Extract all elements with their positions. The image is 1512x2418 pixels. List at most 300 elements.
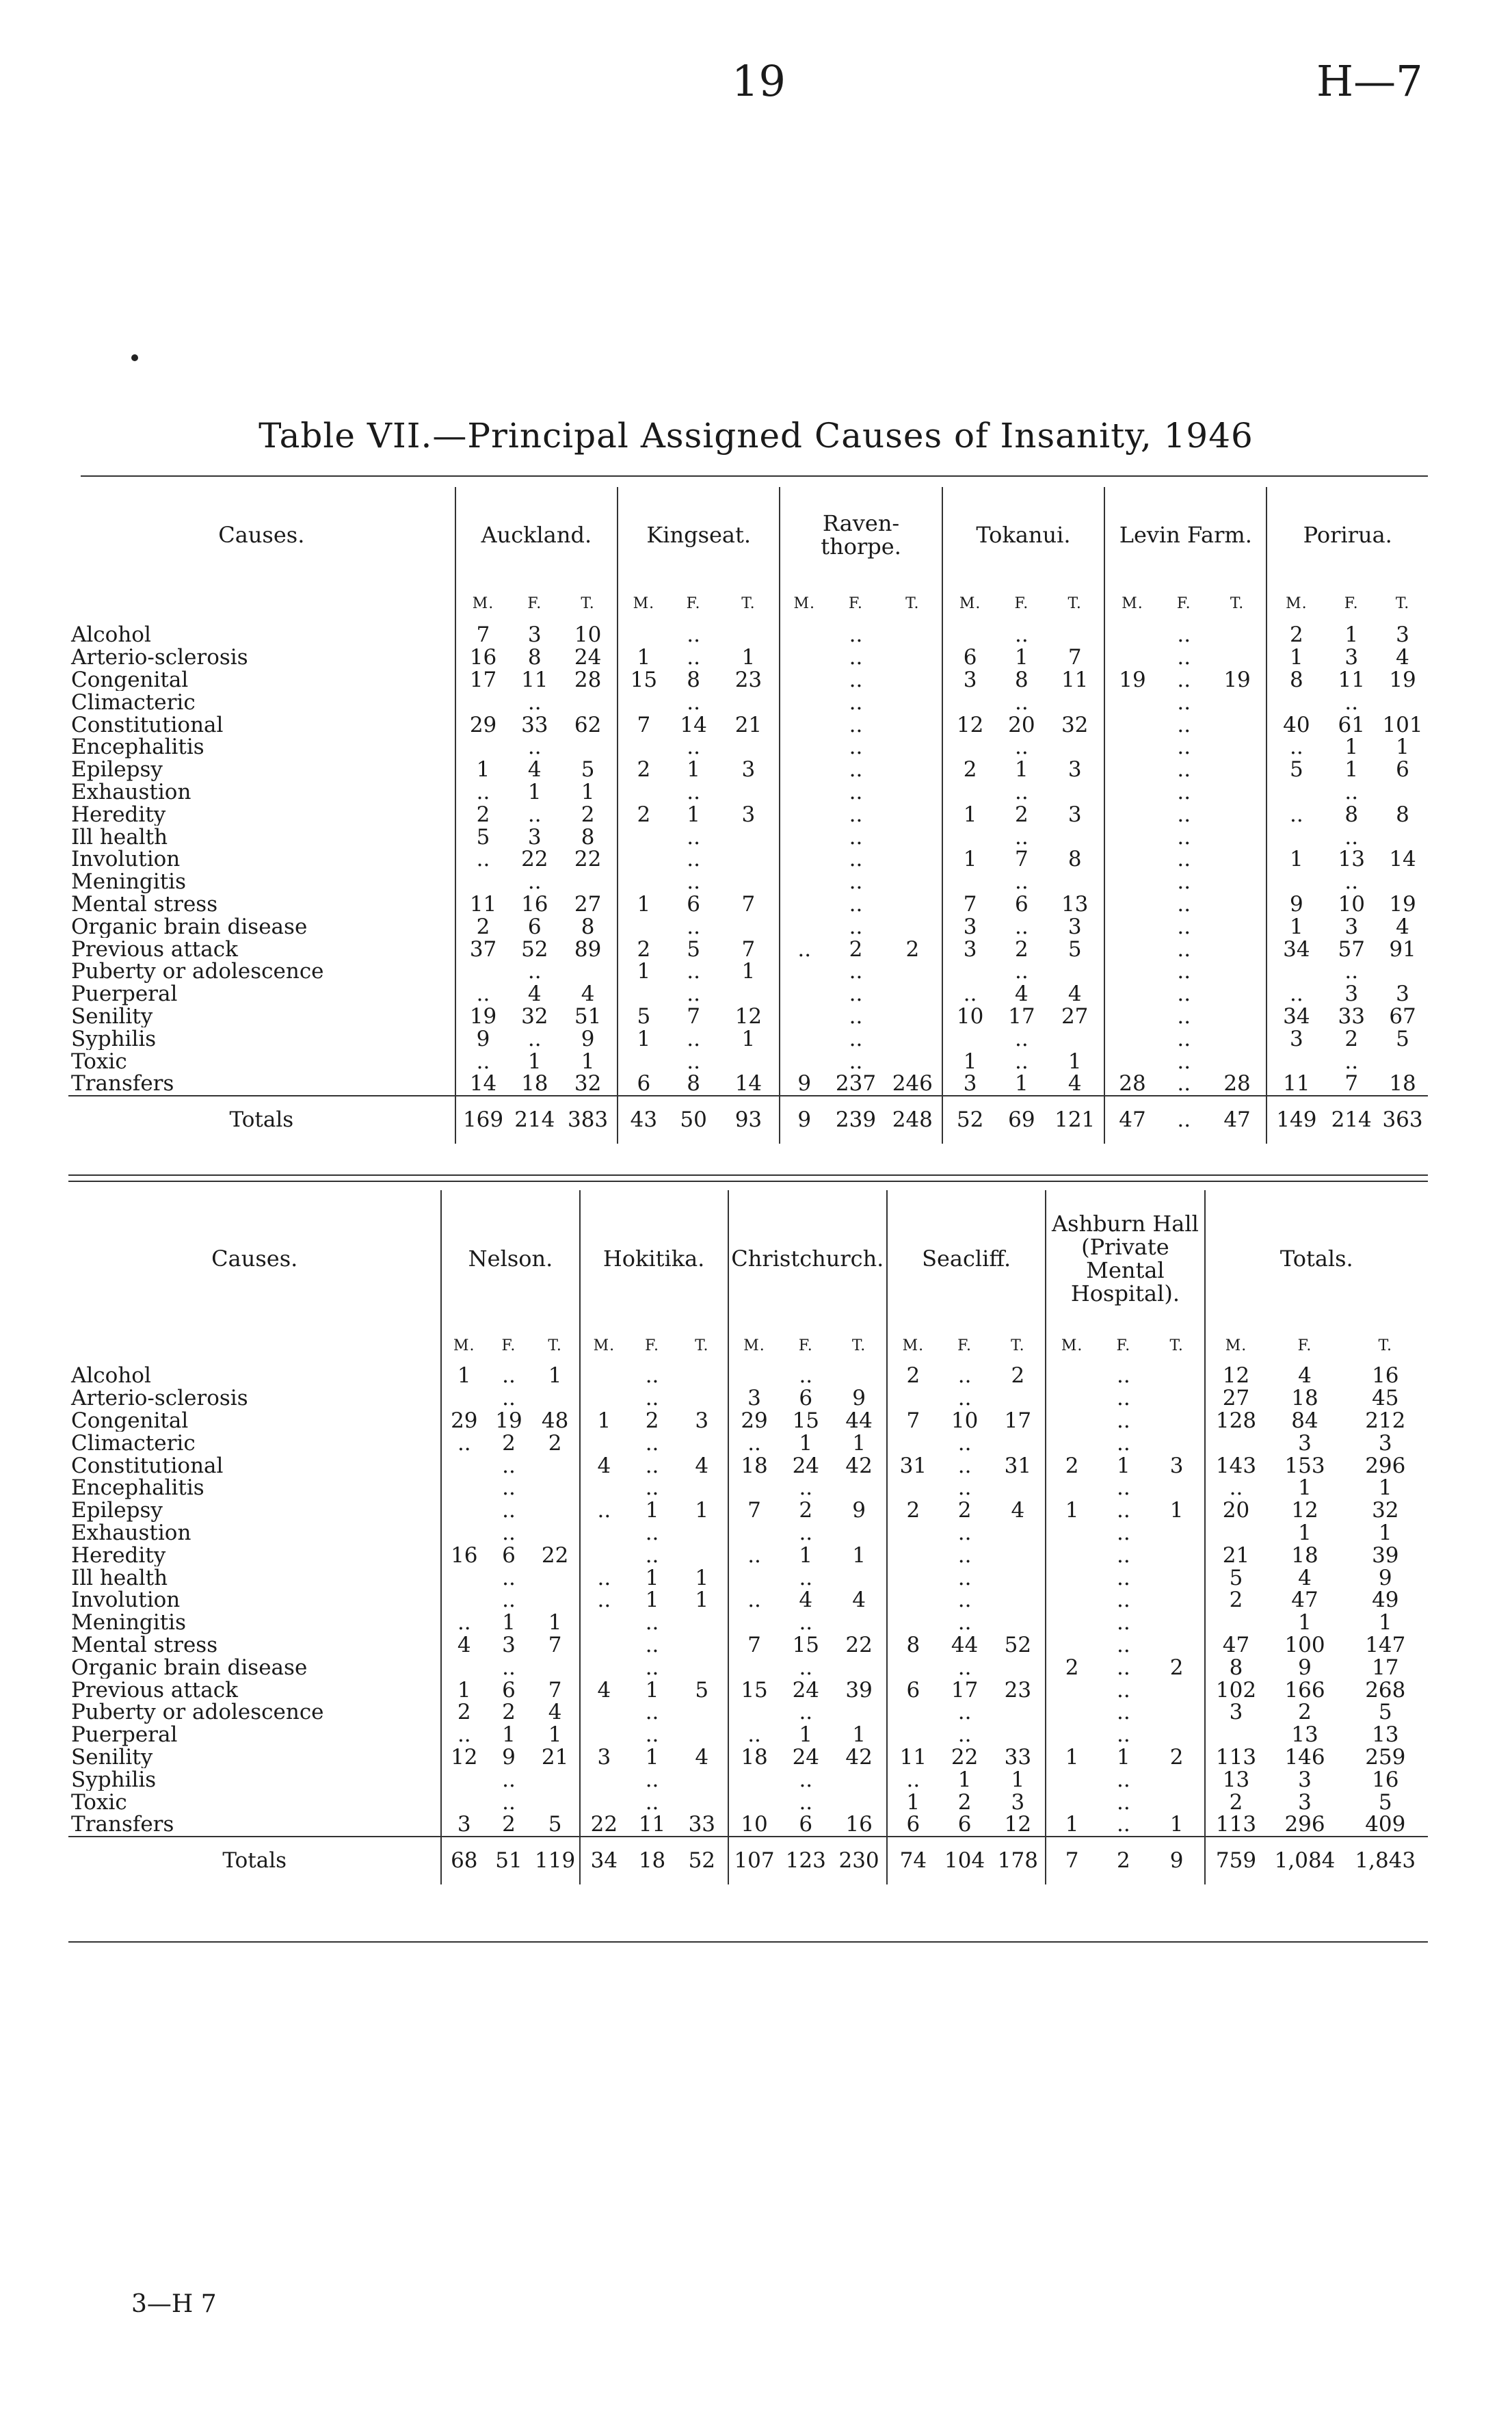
value-cell: 37 [455, 938, 511, 960]
value-cell: .. [502, 1767, 516, 1792]
value-cell: .. [799, 1565, 813, 1590]
value-cell: .. [849, 735, 863, 760]
value-cell: 1 [942, 803, 998, 826]
value-cell [580, 1612, 628, 1634]
value-cell: .. [849, 824, 863, 850]
value-cell: 259 [1365, 1744, 1406, 1770]
value-cell [1046, 691, 1104, 713]
value-cell: .. [645, 1542, 659, 1568]
value-cell [1150, 1634, 1205, 1657]
value-cell [1104, 826, 1160, 848]
value-cell: 1 [741, 959, 756, 984]
value-cell [1205, 1432, 1267, 1454]
value-cell: .. [849, 757, 863, 783]
value-cell [618, 826, 669, 848]
value-cell: 143 [1205, 1454, 1267, 1477]
value-cell [531, 1791, 580, 1813]
value-cell: .. [645, 1722, 659, 1748]
value-cell: 21 [1205, 1544, 1267, 1566]
value-cell: 1 [1344, 735, 1359, 760]
value-cell: 7 [741, 936, 756, 962]
value-cell: 14 [680, 712, 707, 737]
value-cell [1150, 1410, 1205, 1432]
value-cell: .. [502, 1475, 516, 1501]
value-cell: 18 [728, 1454, 780, 1477]
total-cell: 119 [535, 1848, 576, 1874]
value-cell: .. [957, 1722, 972, 1748]
value-cell: 7 [728, 1634, 780, 1657]
cause-label: Ill health [71, 826, 168, 848]
value-cell: .. [527, 959, 542, 984]
value-cell: 7 [887, 1410, 939, 1432]
value-cell: 5 [1205, 1566, 1267, 1589]
value-cell [717, 1050, 780, 1073]
value-cell: .. [1344, 1049, 1359, 1074]
value-cell: 13 [1061, 891, 1089, 917]
value-cell [717, 871, 780, 893]
value-cell [728, 1656, 780, 1679]
value-cell: 3 [1344, 914, 1359, 939]
value-cell [531, 1656, 580, 1679]
value-cell: 13 [1372, 1722, 1399, 1748]
value-cell: 4 [527, 982, 542, 1007]
value-cell: 2 [1344, 1026, 1359, 1051]
value-cell: 34 [1266, 938, 1325, 960]
location-header: Kingseat. [618, 487, 780, 583]
cause-label: Senility [71, 1746, 153, 1769]
value-cell [990, 1656, 1046, 1679]
value-cell [887, 1724, 939, 1746]
value-cell [728, 1701, 780, 1724]
value-cell: 1 [1298, 1475, 1312, 1501]
value-cell: .. [687, 869, 700, 895]
value-cell [728, 1477, 780, 1499]
value-cell: 8 [687, 667, 700, 692]
value-cell [1150, 1701, 1205, 1724]
value-cell [1205, 1522, 1267, 1545]
value-cell: 100 [1284, 1632, 1325, 1657]
value-cell [832, 1791, 887, 1813]
table-title: Table VII.—Principal Assigned Causes of Insanity, 1946 [258, 416, 1254, 456]
value-cell: .. [942, 983, 998, 1006]
value-cell [441, 1791, 486, 1813]
value-cell: 18 [728, 1746, 780, 1769]
value-cell: 9 [780, 1073, 828, 1096]
value-cell [1150, 1387, 1205, 1410]
table-row [68, 736, 1428, 759]
value-cell [1150, 1724, 1205, 1746]
total-cell: 149 [1266, 1096, 1325, 1144]
value-cell: 11 [1061, 667, 1089, 692]
mft-label: F. [957, 1337, 972, 1354]
cause-label: Puberty or adolescence [71, 960, 324, 983]
location-header-row [68, 1190, 1428, 1327]
value-cell: .. [455, 848, 511, 871]
total-cell: 18 [638, 1848, 666, 1874]
value-cell [1208, 759, 1267, 781]
table-row [68, 1566, 1428, 1589]
value-cell: .. [849, 622, 863, 648]
value-cell: 31 [1004, 1453, 1032, 1478]
value-cell: .. [1344, 959, 1359, 984]
cause-label: Mental stress [71, 1633, 218, 1657]
value-cell [780, 646, 828, 669]
value-cell: 1 [1266, 646, 1325, 669]
value-cell: 42 [845, 1744, 873, 1770]
value-cell: 39 [845, 1677, 873, 1703]
value-cell: 2 [887, 1365, 939, 1387]
value-cell [728, 1522, 780, 1545]
table-part-2 [68, 1190, 1428, 1884]
value-cell: 11 [455, 893, 511, 916]
value-cell: 9 [852, 1498, 866, 1523]
value-cell [1150, 1768, 1205, 1791]
value-cell: .. [957, 1565, 972, 1590]
value-cell: 34 [1266, 1006, 1325, 1028]
value-cell [1150, 1566, 1205, 1589]
value-cell: 4 [1067, 1071, 1082, 1096]
value-cell: 1 [645, 1565, 659, 1590]
value-cell: 4 [580, 1454, 628, 1477]
value-cell: 4 [1298, 1565, 1312, 1590]
value-cell [441, 1477, 486, 1499]
value-cell [887, 1522, 939, 1545]
value-cell: 4 [695, 1453, 709, 1478]
value-cell: 1 [527, 1049, 542, 1074]
value-cell [1205, 1724, 1267, 1746]
value-cell [1104, 736, 1160, 759]
value-cell: 1 [645, 1588, 659, 1613]
value-cell: .. [849, 891, 863, 917]
value-cell: 3 [1396, 622, 1409, 648]
location-header: Levin Farm. [1104, 487, 1266, 583]
value-cell: .. [1177, 1049, 1191, 1074]
value-cell: .. [527, 869, 542, 895]
value-cell: 3 [728, 1387, 780, 1410]
table-row [68, 848, 1428, 871]
value-cell: 12 [1205, 1365, 1267, 1387]
value-cell [1046, 1679, 1098, 1701]
value-cell: 1 [942, 1050, 998, 1073]
value-cell [728, 1612, 780, 1634]
value-cell [1208, 713, 1267, 736]
mft-label: F. [1116, 1337, 1131, 1354]
location-header: Totals. [1205, 1190, 1428, 1327]
causes-header: Causes. [211, 1246, 298, 1272]
value-cell [1266, 1050, 1325, 1073]
cause-label: Heredity [71, 803, 166, 826]
value-cell: .. [849, 1026, 863, 1051]
value-cell [884, 736, 942, 759]
value-cell: 4 [1396, 914, 1409, 939]
value-cell: 3 [1298, 1430, 1312, 1456]
value-cell: 44 [845, 1408, 873, 1433]
value-cell: 1 [581, 1049, 595, 1074]
value-cell [884, 960, 942, 983]
value-cell: 2 [502, 1700, 516, 1725]
cause-label: Exhaustion [71, 1521, 191, 1545]
value-cell: 8 [527, 645, 542, 670]
value-cell [780, 1006, 828, 1028]
value-cell [884, 803, 942, 826]
value-cell [942, 871, 998, 893]
value-cell: 10 [728, 1813, 780, 1837]
value-cell [1046, 1701, 1098, 1724]
cause-label: Encephalitis [71, 1476, 204, 1499]
value-cell [717, 736, 780, 759]
total-cell: 43 [618, 1096, 669, 1144]
mft-label: M. [580, 1327, 628, 1365]
value-cell: 1 [1046, 1813, 1098, 1837]
value-cell: 33 [1004, 1744, 1032, 1770]
value-cell [618, 848, 669, 871]
value-cell: 29 [728, 1410, 780, 1432]
value-cell: .. [849, 869, 863, 895]
value-cell: 4 [695, 1744, 709, 1770]
value-cell: 20 [1205, 1499, 1267, 1522]
rule [68, 1941, 1428, 1943]
value-cell [1046, 1791, 1098, 1813]
mft-label: M. [441, 1327, 486, 1365]
value-cell: .. [527, 735, 542, 760]
value-cell [618, 624, 669, 646]
value-cell: 19 [1389, 667, 1416, 692]
value-cell: 62 [574, 712, 602, 737]
stray-mark [131, 354, 138, 361]
value-cell: 10 [951, 1408, 979, 1433]
total-cell: 50 [680, 1107, 707, 1133]
value-cell: 1 [852, 1722, 866, 1748]
value-cell [1208, 871, 1267, 893]
total-cell: 107 [728, 1837, 780, 1884]
value-cell: .. [957, 1700, 972, 1725]
value-cell [717, 781, 780, 804]
value-cell [1208, 960, 1267, 983]
cause-label: Arterio-sclerosis [71, 646, 248, 669]
value-cell: 128 [1205, 1410, 1267, 1432]
value-cell: 8 [1266, 669, 1325, 692]
value-cell: .. [441, 1724, 486, 1746]
value-cell: .. [687, 959, 700, 984]
value-cell [942, 691, 998, 713]
value-cell: 22 [845, 1632, 873, 1657]
value-cell: 3 [1344, 982, 1359, 1007]
cause-label: Constitutional [71, 1454, 224, 1477]
value-cell: 3 [1067, 757, 1082, 783]
value-cell: 6 [527, 914, 542, 939]
totals-row [68, 1837, 1428, 1884]
value-cell: .. [1177, 982, 1191, 1007]
value-cell [832, 1612, 887, 1634]
value-cell: 1 [1011, 1767, 1025, 1792]
value-cell: .. [849, 689, 863, 715]
value-cell: 12 [1004, 1812, 1032, 1837]
table-row [68, 1477, 1428, 1499]
value-cell: .. [645, 1789, 659, 1815]
value-cell: .. [799, 1475, 813, 1501]
value-cell [1150, 1612, 1205, 1634]
value-cell: 28 [1104, 1073, 1160, 1096]
value-cell: 5 [687, 936, 700, 962]
value-cell: 1 [1015, 1071, 1029, 1096]
value-cell: .. [502, 1655, 516, 1680]
value-cell: 5 [1378, 1700, 1392, 1725]
mft-label: T. [548, 1337, 562, 1354]
value-cell: 11 [1266, 1073, 1325, 1096]
cause-label: Congenital [71, 1409, 189, 1432]
value-cell: 2 [618, 759, 669, 781]
mft-label: M. [1266, 583, 1325, 624]
value-cell: .. [455, 1050, 511, 1073]
cause-label: Syphilis [71, 1768, 157, 1791]
value-cell: 12 [734, 1003, 762, 1029]
total-cell: 121 [1055, 1107, 1096, 1133]
value-cell [717, 826, 780, 848]
table-row [68, 1589, 1428, 1612]
value-cell: 6 [887, 1679, 939, 1701]
value-cell [441, 1522, 486, 1545]
value-cell [884, 848, 942, 871]
value-cell: .. [1117, 1565, 1130, 1590]
table-row [68, 1656, 1428, 1679]
value-cell: 2 [581, 802, 595, 827]
value-cell: 6 [957, 1812, 972, 1837]
value-cell: 2 [441, 1701, 486, 1724]
value-cell: 8 [581, 824, 595, 850]
value-cell [580, 1701, 628, 1724]
total-cell: .. [1177, 1107, 1191, 1133]
value-cell: 2 [942, 759, 998, 781]
value-cell [1104, 646, 1160, 669]
value-cell: .. [1177, 712, 1191, 737]
value-cell [1104, 624, 1160, 646]
value-cell [531, 1387, 580, 1410]
value-cell: 2 [455, 803, 511, 826]
value-cell: .. [502, 1363, 516, 1389]
value-cell: 1 [581, 779, 595, 804]
value-cell: .. [1177, 824, 1191, 850]
value-cell: .. [799, 1610, 813, 1635]
value-cell [1046, 826, 1104, 848]
value-cell: 2 [1015, 936, 1029, 962]
table-part-1 [68, 487, 1428, 1144]
table-row [68, 691, 1428, 713]
value-cell: 17 [1372, 1655, 1399, 1680]
value-cell: .. [1117, 1386, 1130, 1411]
value-cell [1104, 1027, 1160, 1050]
value-cell: 3 [1067, 802, 1082, 827]
total-cell: 7 [1046, 1837, 1098, 1884]
mft-label: F. [1014, 594, 1029, 612]
value-cell: 1 [1067, 1049, 1082, 1074]
value-cell [1150, 1522, 1205, 1545]
value-cell [780, 848, 828, 871]
table-row [68, 1544, 1428, 1566]
value-cell: 19 [495, 1408, 522, 1433]
value-cell [990, 1701, 1046, 1724]
value-cell: 11 [887, 1746, 939, 1769]
mft-label: M. [780, 583, 828, 624]
value-cell [1104, 848, 1160, 871]
value-cell: 52 [1004, 1632, 1032, 1657]
value-cell [780, 803, 828, 826]
value-cell [1104, 960, 1160, 983]
value-cell: 32 [1061, 712, 1089, 737]
value-cell [559, 691, 618, 713]
value-cell: 19 [1104, 669, 1160, 692]
value-cell [884, 759, 942, 781]
table-row [68, 938, 1428, 960]
value-cell: 3 [942, 915, 998, 938]
value-cell [717, 915, 780, 938]
value-cell: .. [1177, 1003, 1191, 1029]
value-cell [618, 1050, 669, 1073]
value-cell [1046, 1432, 1098, 1454]
cause-label: Ill health [71, 1566, 168, 1589]
value-cell [1205, 1612, 1267, 1634]
value-cell: 1 [1378, 1520, 1392, 1545]
value-cell: 4 [1015, 982, 1029, 1007]
value-cell: 212 [1365, 1408, 1406, 1433]
value-cell: 8 [887, 1634, 939, 1657]
value-cell [455, 691, 511, 713]
value-cell: 52 [521, 936, 548, 962]
value-cell: .. [441, 1432, 486, 1454]
value-cell: 1 [1298, 1520, 1312, 1545]
mft-label: F. [849, 594, 863, 612]
value-cell [990, 1387, 1046, 1410]
value-cell: 1 [852, 1542, 866, 1568]
total-cell: 239 [835, 1107, 877, 1133]
value-cell: 1 [799, 1542, 813, 1568]
value-cell: .. [687, 645, 700, 670]
value-cell [884, 915, 942, 938]
cause-label: Puberty or adolescence [71, 1700, 324, 1724]
value-cell: .. [1344, 779, 1359, 804]
value-cell: 15 [618, 669, 669, 692]
value-cell: 2 [1298, 1700, 1312, 1725]
value-cell [887, 1589, 939, 1612]
value-cell [580, 1634, 628, 1657]
value-cell [780, 960, 828, 983]
totals-label: Totals [222, 1848, 287, 1874]
value-cell [676, 1544, 728, 1566]
value-cell: 1 [455, 759, 511, 781]
value-cell: .. [1177, 802, 1191, 827]
value-cell [1266, 826, 1325, 848]
value-cell: .. [502, 1520, 516, 1545]
value-cell [580, 1768, 628, 1791]
mft-label: F. [798, 1337, 813, 1354]
value-cell: 2 [1169, 1655, 1184, 1680]
value-cell: .. [1177, 735, 1191, 760]
mft-label: F. [645, 1337, 659, 1354]
value-cell: 28 [574, 667, 602, 692]
value-cell: 8 [1344, 802, 1359, 827]
value-cell: .. [645, 1655, 659, 1680]
value-cell [441, 1499, 486, 1522]
value-cell [887, 1566, 939, 1589]
value-cell: .. [799, 1363, 813, 1389]
value-cell: .. [1117, 1430, 1130, 1456]
value-cell: 4 [1396, 645, 1409, 670]
value-cell [531, 1477, 580, 1499]
value-cell [1046, 1387, 1098, 1410]
value-cell: 246 [892, 1071, 933, 1096]
value-cell: .. [1117, 1498, 1130, 1523]
value-cell [676, 1387, 728, 1410]
value-cell: 5 [581, 757, 595, 783]
